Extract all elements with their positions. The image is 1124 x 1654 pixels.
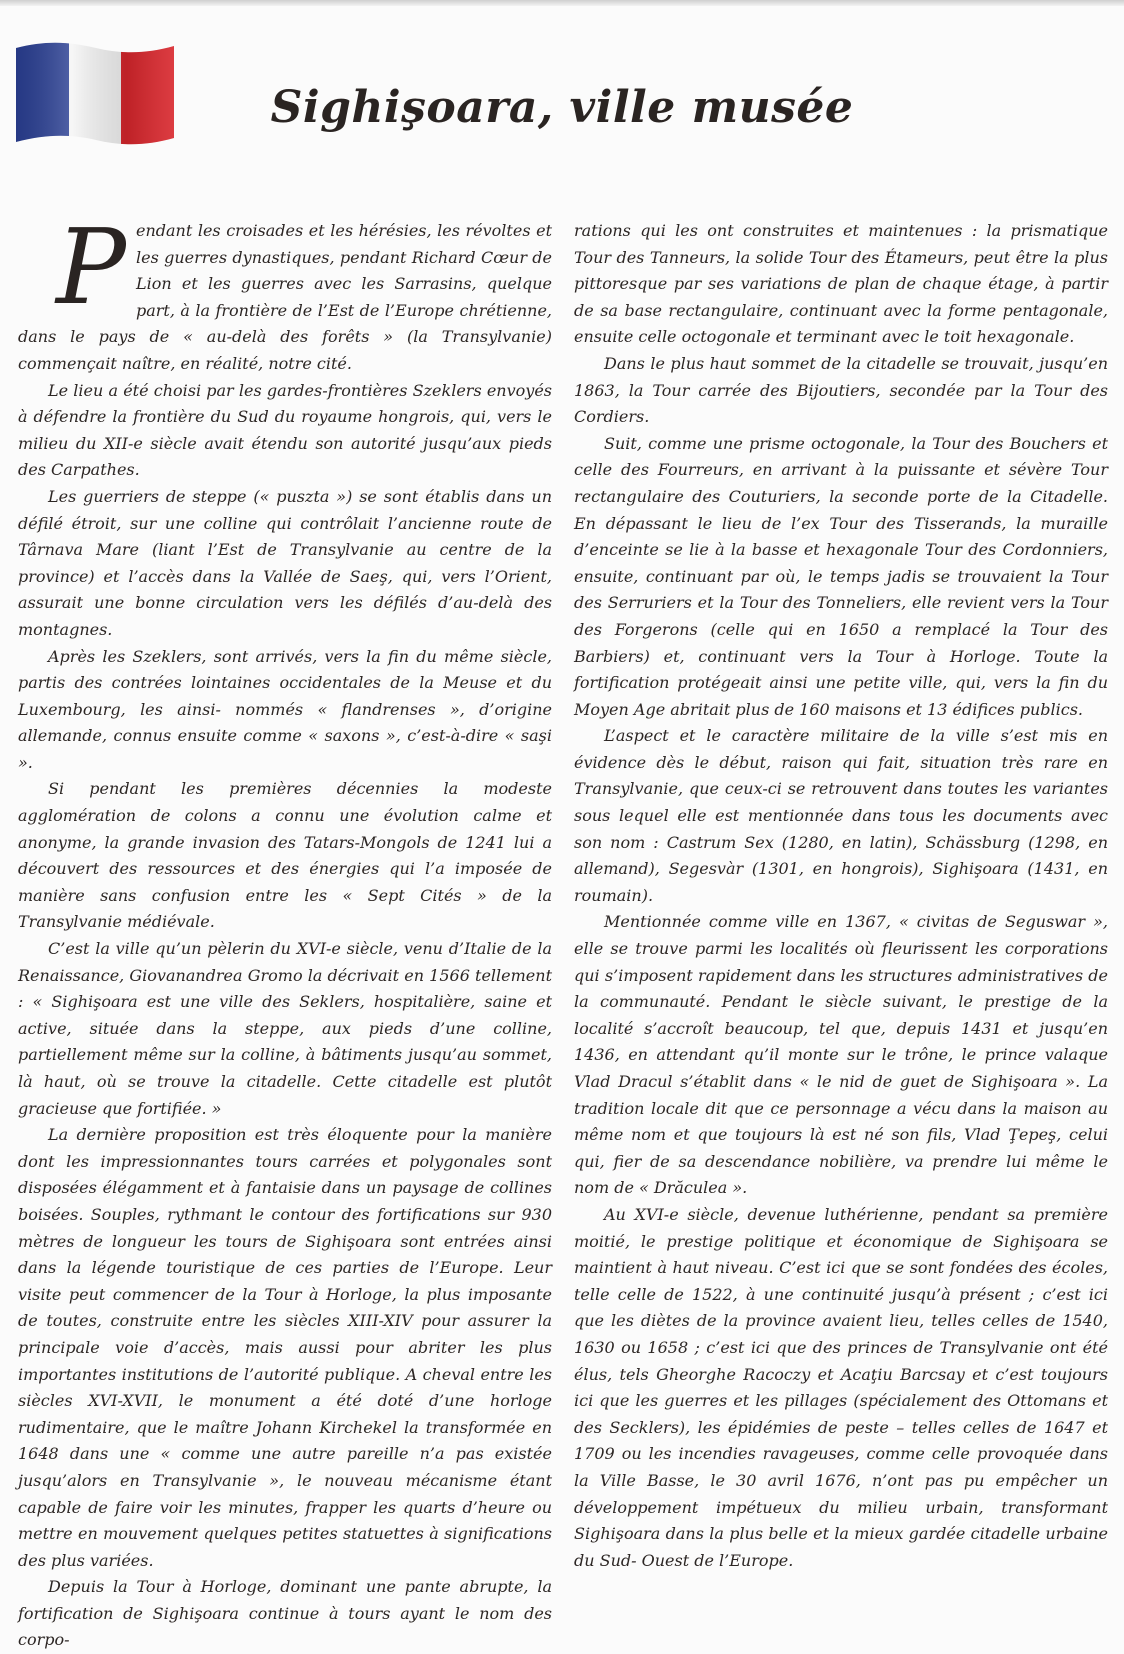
article-body [18,206,1108,1650]
drop-cap: P [56,206,126,328]
paragraph: Dans le plus haut sommet de la citadelle se trouvait, jusqu’en 1863, la Tour carrée des Bijoutiers, secondée par la Tour des Cordiers. [574,353,1108,427]
right-column [574,218,1108,1570]
paragraph: Si pendant les premières décennies la modeste agglomération de colons a connu une évolution calme et anonyme, la grande invasion des Tatars-Mongols de 1241 lui a découvert des ressources et des énergies qui l’a imposée de manière sans confusion entre les « Sept Cités » de la Transylvanie médiévale. [18,779,552,932]
paragraph: Le lieu a été choisi par les gardes-frontières Szeklers envoyés à défendre la frontière du Sud du royaume hongrois, qui, vers le milieu du XII-e siècle avait étendu son autorité jusqu’aux pieds des Carpathes. [18,380,552,480]
page-title: Sighişoara, ville musée [270,82,854,133]
left-column [18,206,552,1650]
paragraph: Depuis la Tour à Horloge, dominant une pante abrupte, la fortification de Sighişoara continue à tours ayant le nom des corpo- [18,1577,552,1650]
paragraph: Mentionnée comme ville en 1367, « civitas de Seguswar », elle se trouve parmi les localités où fleurissent les corporations qui s’imposent rapidement dans les structures administratives de la communauté. Pendant le siècle suivant, le prestige de la localité s’accroît beaucoup, tel que, depuis 1431 et jusqu’en 1436, en attendant qu’il monte sur le trône, le prince valaque Vlad Dracul s’établit dans « le nid de guet de Sighişoara ». La tradition locale dit que ce personnage a vécu dans la maison au même nom et que toujours là est né son fils, Vlad Ţepeş, celui qui, fier de sa descendance nobilière, va prendre lui même le nom de « Drăculea ». [574,912,1108,1198]
paragraph: Suit, comme une prisme octogonale, la Tour des Bouchers et celle des Fourreurs, en arrivant à la puissante et sévère Tour rectangulaire des Couturiers, la seconde porte de la Citadelle. En dépassant le lieu de l’ex Tour des Tisserands, la muraille d’enceinte se lie à la basse et hexagonale Tour des Cordonniers, ensuite, continuant par où, le temps jadis se trouvaient la Tour des Serruriers et la Tour des Tonneliers, elle revient vers la Tour des Forgerons (celle qui en 1650 a remplacé la Tour des Barbiers) et, continuant vers la Tour à Horloge. Toute la fortification protégeait ainsi une petite ville, qui, vers la fin du Moyen Age abritait plus de 160 maisons et 13 édifices publics. [574,433,1108,719]
paragraph: L’aspect et le caractère militaire de la ville s’est mis en évidence dès le début, raison qui fait, situation très rare en Transylvanie, que ceux-ci se retrouvent dans toutes les variantes sous lequel elle est mentionnée dans tous les documents avec son nom : Castrum Sex (1280, en latin), Schässburg (1298, en allemand), Segesvàr (1301, en hongrois), Sighişoara (1431, en roumain). [574,726,1108,905]
paragraph: Après les Szeklers, sont arrivés, vers la fin du même siècle, partis des contrées lointaines occidentales de la Meuse et du Luxembourg, les ainsi- nommés « flandrenses », d’origine allemande, connus ensuite comme « saxons », c’est-à-dire « saşi ». [18,646,552,772]
paragraph: Pendant les croisades et les hérésies, les révoltes et les guerres dynastiques, pendant Richard Cœur de Lion et les guerres avec les Sarrasins, quelque part, à la frontière de l’Est de l’Europe chrétienne, dans le pays de « au-delà des forêts » (la Transylvanie) commençait naître, en réalité, notre cité. [18,206,552,373]
paragraph: Au XVI-e siècle, devenue luthérienne, pendant sa première moitié, le prestige politique et économique de Sighişoara se maintient à haut niveau. C’est ici que se sont fondées des écoles, telle celle de 1522, à une continuité jusqu’à présent ; c’est ici que les diètes de la province avaient lieu, telles celles de 1540, 1630 ou 1658 ; c’est ici que des princes de Transylvanie ont été élus, tels Gheorghe Racoczy et Acaţiu Barcsay et c’est toujours ici que les guerres et les pillages (spécialement des Ottomans et des Secklers), les épidémies de peste – telles celles de 1647 et 1709 ou les incendies ravageuses, comme celle provoquée dans la Ville Basse, le 30 avril 1676, n’ont pas pu empêcher un développement impétueux du milieu urbain, transformant Sighişoara dans la plus belle et la mieux gardée citadelle urbaine du Sud- Ouest de l’Europe. [574,1204,1108,1570]
paragraph: C’est la ville qu’un pèlerin du XVI-e siècle, venu d’Italie de la Renaissance, Giovanandrea Gromo la décrivait en 1566 tellement : « Sighişoara est une ville des Seklers, hospitalière, saine et active, située dans la steppe, aux pieds d’une colline, partiellement même sur la colline, à bâtiments jusqu’au sommet, là haut, où se trouve la citadelle. Cette citadelle est plutôt gracieuse que fortifiée. » [18,939,552,1118]
paragraph: rations qui les ont construites et maintenues : la prismatique Tour des Tanneurs, la solide Tour des Étameurs, peut être la plus pittoresque par ses variations de plan de chaque étage, à partir de sa base rectangulaire, continuant avec la forme pentagonale, ensuite celle octogonale et terminant avec le toit hexagonale. [574,221,1108,347]
paragraph: Les guerriers de steppe (« puszta ») se sont établis dans un défilé étroit, sur une colline qui contrôlait l’ancienne route de Târnava Mare (liant l’Est de Transylvanie au centre de la province) et l’accès dans la Vallée de Saeş, qui, vers l’Orient, assurait une bonne circulation vers les défilés d’au-delà des montagnes. [18,486,552,639]
page-top-edge [0,0,1124,6]
paragraph: La dernière proposition est très éloquente pour la manière dont les impressionnantes tours carrées et polygonales sont disposées élégamment et à fantaisie dans un paysage de collines boisées. Souples, rythmant le contour des fortifications sur 930 mètres de longueur les tours de Sighişoara sont entrées ainsi dans la légende touristique de ces parties de l’Europe. Leur visite peut commencer de la Tour à Horloge, la plus imposante de toutes, construite entre les siècles XIII-XIV pour assurer la principale voie d’accès, mais aussi pour abriter les plus importantes institutions de l’autorité publique. A cheval entre les siècles XVI-XVII, le monument a été doté d’une horloge rudimentaire, que le maître Johann Kirchekel la transformée en 1648 dans une « comme une autre pareille n’a pas existée jusqu’alors en Transylvanie », le nouveau mécanisme étant capable de faire voir les minutes, frapper les quarts d’heure ou mettre en mouvement quelques petites statuettes à significations des plus variées. [18,1125,552,1570]
